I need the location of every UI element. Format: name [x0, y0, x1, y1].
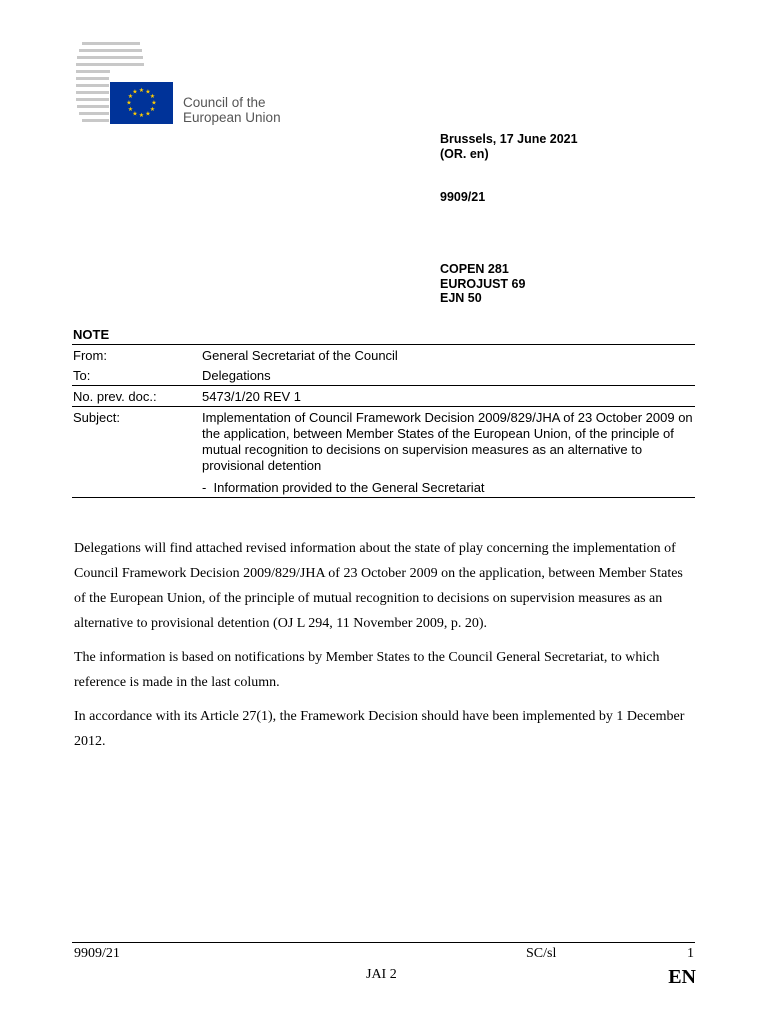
svg-text:★: ★ — [138, 112, 145, 119]
svg-text:★: ★ — [145, 110, 151, 118]
document-date: Brussels, 17 June 2021 — [440, 132, 578, 146]
organization-name — [183, 95, 281, 125]
svg-text:★: ★ — [126, 99, 132, 107]
subject-label: Subject: — [72, 407, 202, 498]
body-paragraph-2: The information is based on notifications by Member States to the Council General Secretariat, to which reference is made in the last column. — [74, 650, 660, 690]
prev-doc-value: 5473/1/20 REV 1 — [202, 386, 695, 407]
prev-doc-label: No. prev. doc.: — [72, 386, 202, 407]
original-language: (OR. en) — [440, 146, 489, 161]
from-value: General Secretariat of the Council — [202, 345, 695, 366]
svg-text:★: ★ — [127, 106, 134, 113]
svg-text:★: ★ — [138, 87, 145, 94]
council-logo — [76, 40, 176, 126]
from-row — [72, 345, 695, 366]
svg-text:★: ★ — [132, 110, 138, 118]
body-paragraph-3: In accordance with its Article 27(1), the Framework Decision should have been implemented by 1 December 2012. — [74, 709, 685, 749]
eu-flag-icon — [76, 40, 176, 126]
body-paragraph-1: Delegations will find attached revised information about the state of play concerning the implementation of Council Framework Decision 2009/829/JHA of 23 October 2009 on the application, between Member States of the European Union, of the principle of mutual recognition to decisions on supervision measures as an alternative to provisional detention (OJ L 294, 11 November 2009, p. 20). — [74, 541, 683, 631]
footer-doc-number: 9909/21 — [74, 946, 120, 961]
prev-doc-row — [72, 386, 695, 407]
subject-row — [72, 407, 695, 498]
document-number: 9909/21 — [440, 190, 486, 204]
svg-text:★: ★ — [149, 106, 156, 113]
from-label: From: — [72, 345, 202, 366]
svg-text:★: ★ — [127, 93, 134, 100]
footer-divider — [72, 942, 695, 943]
date-block — [440, 132, 578, 161]
code-1: COPEN 281 — [440, 262, 509, 276]
body-text — [74, 536, 694, 763]
svg-text:★: ★ — [151, 99, 157, 107]
svg-text:★: ★ — [149, 93, 156, 100]
language-code: EN — [668, 966, 696, 988]
to-label: To: — [72, 365, 202, 386]
org-line-1: Council of the — [183, 95, 266, 110]
subject-subtitle: - Information provided to the General Secretariat — [202, 480, 485, 495]
to-value: Delegations — [202, 365, 695, 386]
footer-page-number: 1 — [687, 946, 694, 961]
code-3: EJN 50 — [440, 291, 482, 305]
org-line-2: European Union — [183, 110, 281, 125]
note-header-table — [72, 344, 695, 498]
footer-unit: JAI 2 — [366, 967, 397, 982]
svg-text:★: ★ — [132, 88, 138, 96]
note-title: NOTE — [73, 327, 110, 342]
footer-initials: SC/sl — [526, 946, 557, 961]
subject-value: Implementation of Council Framework Decision 2009/829/JHA of 23 October 2009 on the application, between Member States of the European Union, of the principle of mutual recognition to decisions on supervision measures as an alternative to provisional detention — [202, 410, 693, 473]
subject-cell — [202, 407, 695, 498]
code-2: EUROJUST 69 — [440, 276, 526, 291]
document-codes — [440, 262, 525, 306]
svg-text:★: ★ — [145, 88, 151, 96]
to-row — [72, 365, 695, 386]
